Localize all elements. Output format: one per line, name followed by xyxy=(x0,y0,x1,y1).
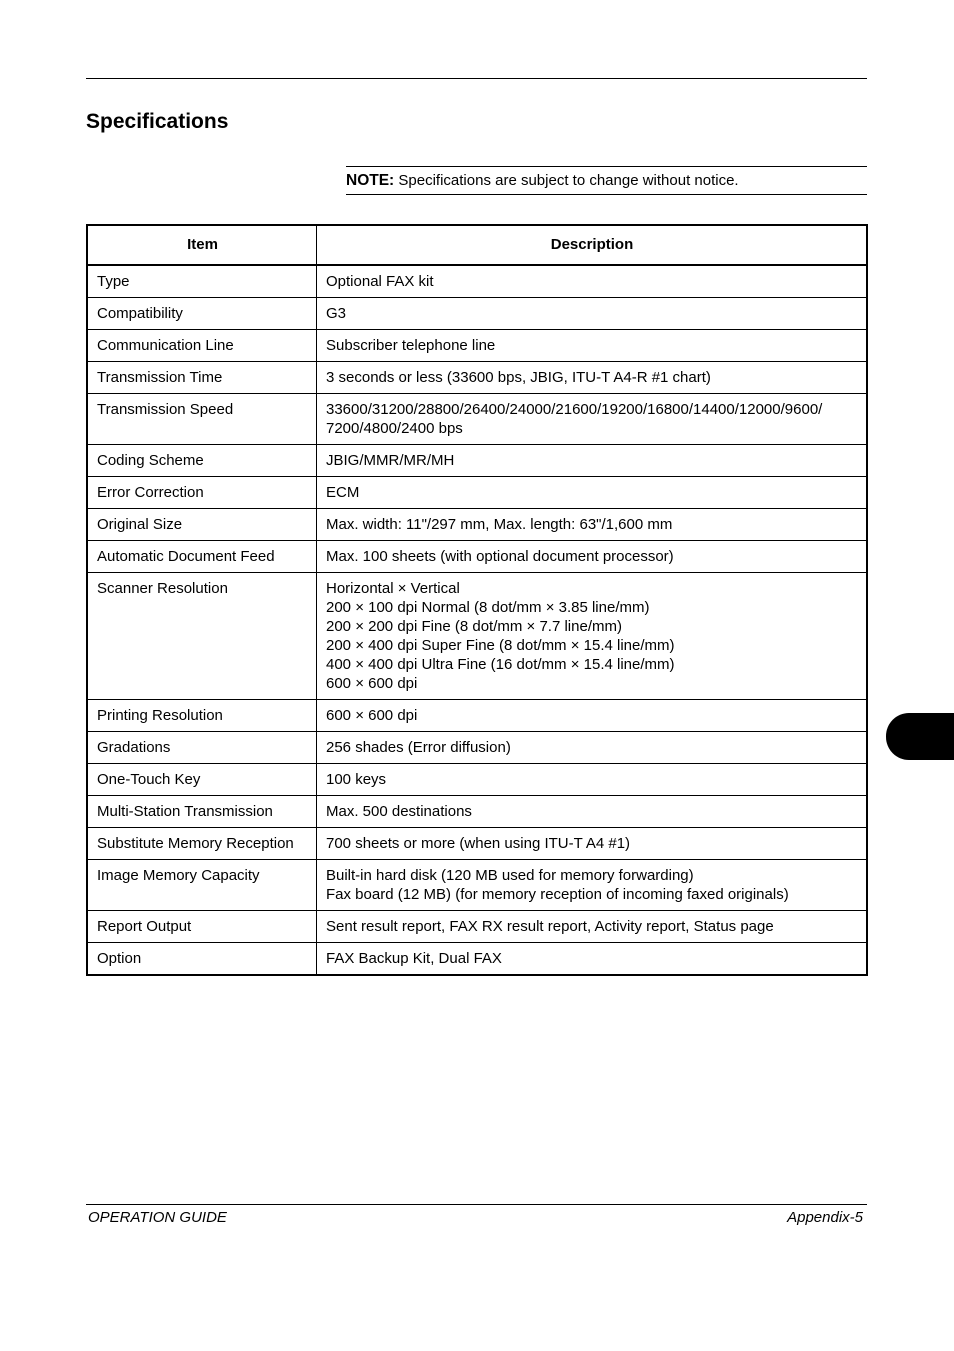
spec-description xyxy=(317,477,868,509)
table-row xyxy=(87,573,867,700)
spec-description xyxy=(317,911,868,943)
spec-item: Option xyxy=(87,943,317,976)
spec-description xyxy=(317,860,868,911)
spec-description xyxy=(317,700,868,732)
table-row xyxy=(87,860,867,911)
spec-description xyxy=(317,330,868,362)
note-box xyxy=(346,166,867,195)
spec-description-line: 7200/4800/2400 bps xyxy=(326,420,463,437)
table-row xyxy=(87,445,867,477)
spec-item: Original Size xyxy=(87,509,317,541)
table-row xyxy=(87,828,867,860)
spec-item: Coding Scheme xyxy=(87,445,317,477)
note-text: Specifications are subject to change without notice. xyxy=(398,172,739,189)
spec-description xyxy=(317,265,868,298)
spec-description-line: Horizontal × Vertical xyxy=(326,580,460,597)
spec-item: Gradations xyxy=(87,732,317,764)
table-row xyxy=(87,509,867,541)
header-description: Description xyxy=(317,225,868,265)
footer-page-number: Appendix-5 xyxy=(787,1209,863,1226)
spec-description-line: 200 × 400 dpi Super Fine (8 dot/mm × 15.4 line/mm) xyxy=(326,637,675,654)
spec-description xyxy=(317,298,868,330)
table-row xyxy=(87,796,867,828)
spec-description-line: Built-in hard disk (120 MB used for memory forwarding) xyxy=(326,867,694,884)
table-row xyxy=(87,732,867,764)
spec-item: Compatibility xyxy=(87,298,317,330)
spec-description xyxy=(317,943,868,976)
spec-description-line: 256 shades (Error diffusion) xyxy=(326,739,511,756)
spec-item: Type xyxy=(87,265,317,298)
spec-item: Transmission Speed xyxy=(87,394,317,445)
spec-item: Transmission Time xyxy=(87,362,317,394)
spec-description xyxy=(317,362,868,394)
spec-description xyxy=(317,509,868,541)
table-row xyxy=(87,298,867,330)
spec-item: Printing Resolution xyxy=(87,700,317,732)
spec-description-line: Max. 500 destinations xyxy=(326,803,472,820)
table-body xyxy=(87,265,867,975)
table-row xyxy=(87,477,867,509)
spec-description-line: Fax board (12 MB) (for memory reception of incoming faxed originals) xyxy=(326,886,789,903)
spec-description xyxy=(317,394,868,445)
header-item: Item xyxy=(87,225,317,265)
table-row xyxy=(87,764,867,796)
spec-description-line: Subscriber telephone line xyxy=(326,337,496,354)
table-header-row xyxy=(87,225,867,265)
spec-description-line: 3 seconds or less (33600 bps, JBIG, ITU-T A4-R #1 chart) xyxy=(326,369,711,386)
specifications-table xyxy=(86,224,868,976)
spec-description xyxy=(317,573,868,700)
spec-description-line: 600 × 600 dpi xyxy=(326,675,418,692)
spec-description-line: Max. 100 sheets (with optional document processor) xyxy=(326,548,674,565)
table-row xyxy=(87,362,867,394)
footer-rule xyxy=(86,1204,867,1205)
spec-description xyxy=(317,541,868,573)
spec-description-line: 600 × 600 dpi xyxy=(326,707,418,724)
spec-item: Automatic Document Feed xyxy=(87,541,317,573)
spec-description-line: G3 xyxy=(326,305,347,322)
spec-item: Image Memory Capacity xyxy=(87,860,317,911)
spec-description-line: 100 keys xyxy=(326,771,387,788)
spec-description xyxy=(317,796,868,828)
spec-item: Multi-Station Transmission xyxy=(87,796,317,828)
note-label: NOTE: xyxy=(346,172,395,189)
table-row xyxy=(87,700,867,732)
spec-item: Communication Line xyxy=(87,330,317,362)
spec-description-line: 400 × 400 dpi Ultra Fine (16 dot/mm × 15.4 line/mm) xyxy=(326,656,675,673)
spec-item: Report Output xyxy=(87,911,317,943)
spec-description xyxy=(317,828,868,860)
table-row xyxy=(87,943,867,976)
spec-description-line: 200 × 200 dpi Fine (8 dot/mm × 7.7 line/mm) xyxy=(326,618,622,635)
spec-description-line: 700 sheets or more (when using ITU-T A4 #1) xyxy=(326,835,631,852)
spec-description-line: ECM xyxy=(326,484,360,501)
spec-description-line: JBIG/MMR/MR/MH xyxy=(326,452,455,469)
table-row xyxy=(87,330,867,362)
header-rule xyxy=(86,78,867,79)
table-row xyxy=(87,911,867,943)
table-row xyxy=(87,265,867,298)
spec-item: Error Correction xyxy=(87,477,317,509)
spec-description xyxy=(317,764,868,796)
spec-description-line: Max. width: 11"/297 mm, Max. length: 63"/1,600 mm xyxy=(326,516,673,533)
spec-description-line: Optional FAX kit xyxy=(326,273,434,290)
page-title: Specifications xyxy=(86,110,229,133)
spec-item: Substitute Memory Reception xyxy=(87,828,317,860)
spec-description-line: Sent result report, FAX RX result report, Activity report, Status page xyxy=(326,918,774,935)
table-row xyxy=(87,541,867,573)
spec-description-line: 200 × 100 dpi Normal (8 dot/mm × 3.85 line/mm) xyxy=(326,599,650,616)
spec-description xyxy=(317,445,868,477)
footer-guide-title: OPERATION GUIDE xyxy=(88,1209,227,1226)
table-row xyxy=(87,394,867,445)
spec-description-line: FAX Backup Kit, Dual FAX xyxy=(326,950,502,967)
spec-description-line: 33600/31200/28800/26400/24000/21600/19200/16800/14400/12000/9600/ xyxy=(326,401,823,418)
chapter-side-tab xyxy=(886,713,954,760)
spec-description xyxy=(317,732,868,764)
spec-item: One-Touch Key xyxy=(87,764,317,796)
spec-item: Scanner Resolution xyxy=(87,573,317,700)
